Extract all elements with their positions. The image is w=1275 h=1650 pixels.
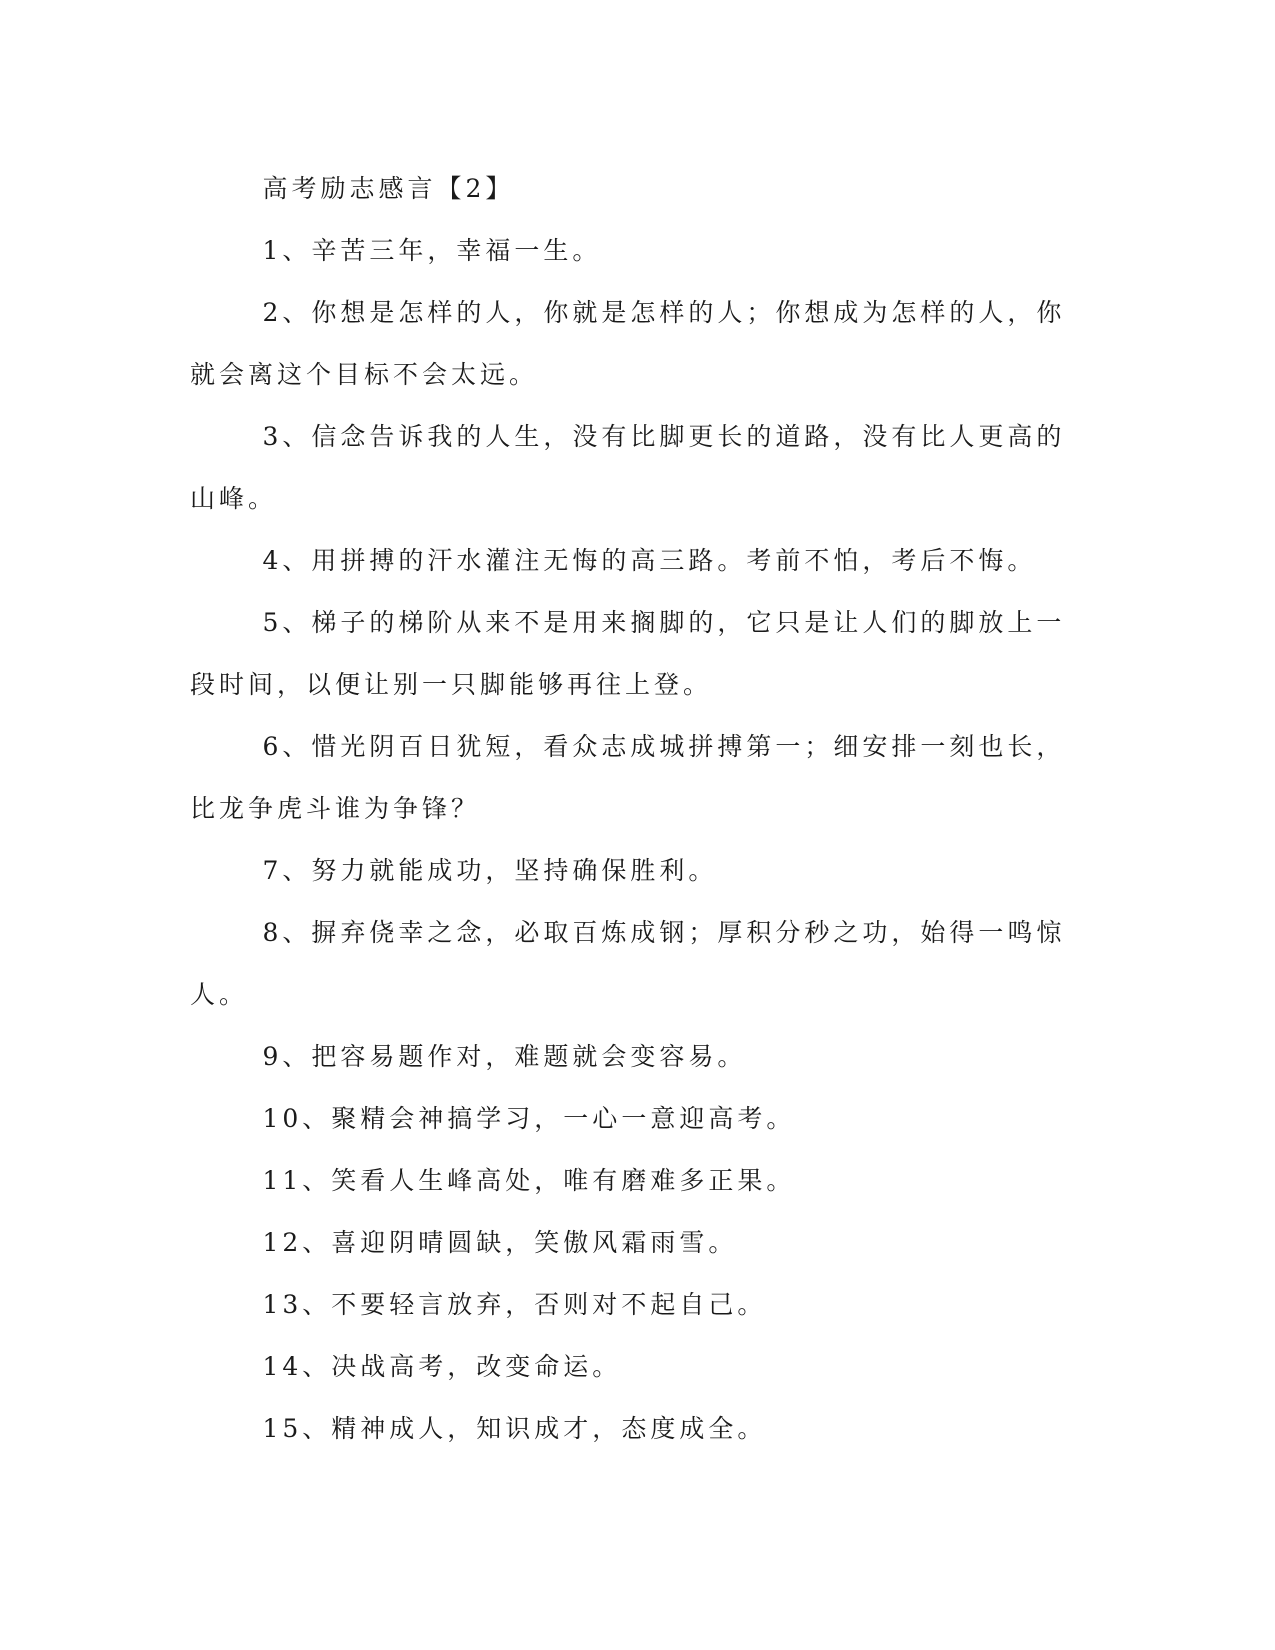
quote-item-3: 3、信念告诉我的人生，没有比脚更长的道路，没有比人更高的山峰。 <box>190 422 1066 513</box>
quote-item-13: 13、不要轻言放弃，否则对不起自己。 <box>262 1290 767 1319</box>
quote-item-8: 8、摒弃侥幸之念，必取百炼成钢；厚积分秒之功，始得一鸣惊人。 <box>190 918 1066 1009</box>
section-heading: 高考励志感言【2】 <box>262 174 515 203</box>
quote-item-1: 1、辛苦三年，幸福一生。 <box>262 236 602 265</box>
quote-item-10: 10、聚精会神搞学习，一心一意迎高考。 <box>262 1104 796 1133</box>
quote-item-7: 7、努力就能成功，坚持确保胜利。 <box>262 856 718 885</box>
quote-item-4: 4、用拼搏的汗水灌注无悔的高三路。考前不怕，考后不悔。 <box>262 546 1037 575</box>
quote-item-5: 5、梯子的梯阶从来不是用来搁脚的，它只是让人们的脚放上一段时间，以便让别一只脚能够再往上登。 <box>190 608 1066 699</box>
quote-item-2: 2、你想是怎样的人，你就是怎样的人；你想成为怎样的人，你就会离这个目标不会太远。 <box>190 298 1066 389</box>
quote-item-9: 9、把容易题作对，难题就会变容易。 <box>262 1042 747 1071</box>
quote-item-6: 6、惜光阴百日犹短，看众志成城拼搏第一；细安排一刻也长，比龙争虎斗谁为争锋？ <box>190 732 1066 823</box>
quote-item-15: 15、精神成人，知识成才，态度成全。 <box>262 1414 767 1443</box>
document-body <box>190 158 1070 1460</box>
quote-item-12: 12、喜迎阴晴圆缺，笑傲风霜雨雪。 <box>262 1228 738 1257</box>
quote-item-14: 14、决战高考，改变命运。 <box>262 1352 622 1381</box>
quote-item-11: 11、笑看人生峰高处，唯有磨难多正果。 <box>262 1166 796 1195</box>
